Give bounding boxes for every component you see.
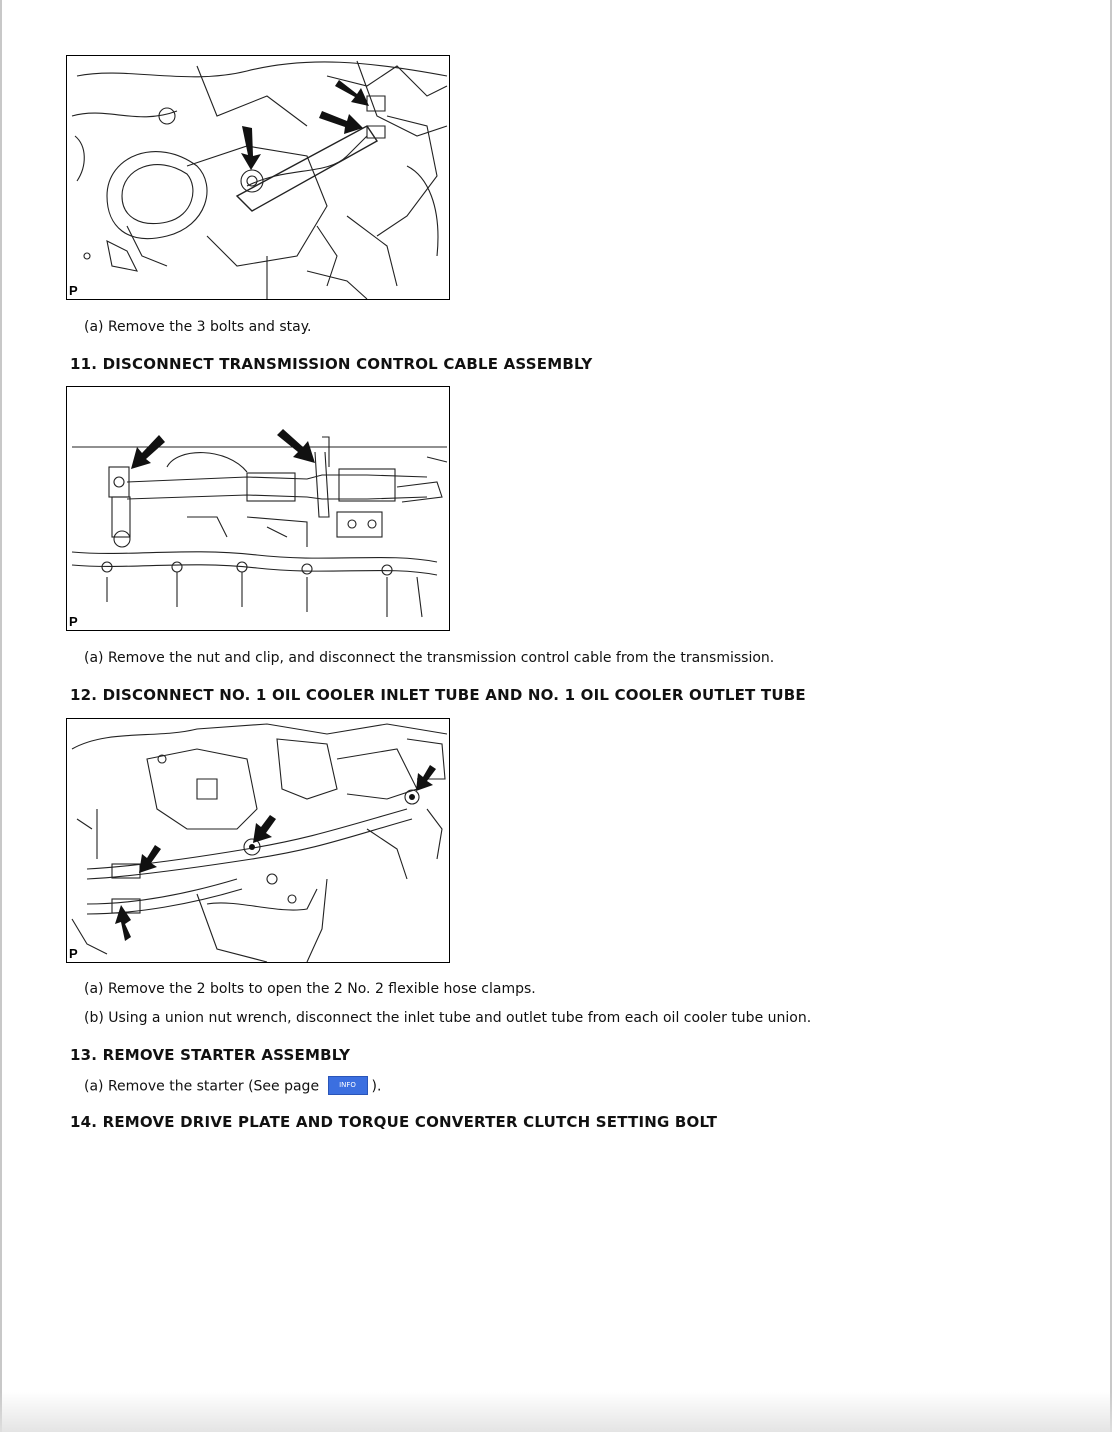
control-cable-illustration	[67, 387, 449, 630]
figure-tag: P	[69, 614, 78, 629]
step-10-instruction-a: (a) Remove the 3 bolts and stay.	[84, 319, 312, 335]
figure-tag: P	[69, 283, 78, 298]
step-13-instruction-text: (a) Remove the starter (See page	[84, 1078, 320, 1095]
section-heading-11: 11. DISCONNECT TRANSMISSION CONTROL CABLE ASSEMBLY	[70, 355, 593, 373]
section-heading-14: 14. REMOVE DRIVE PLATE AND TORQUE CONVERTER CLUTCH SETTING BOLT	[70, 1113, 718, 1131]
step-13-instruction-a	[84, 1076, 381, 1097]
arrow-icon	[335, 80, 369, 106]
section-heading-12: 12. DISCONNECT NO. 1 OIL COOLER INLET TUBE AND NO. 1 OIL COOLER OUTLET TUBE	[70, 686, 806, 704]
arrow-icon	[319, 111, 363, 134]
info-page-link-button[interactable]: INFO	[328, 1076, 368, 1095]
arrow-icon	[131, 435, 165, 469]
arrow-icon	[253, 815, 276, 843]
arrow-icon	[139, 845, 161, 873]
arrow-icon	[115, 905, 131, 941]
oil-cooler-illustration	[67, 719, 449, 962]
section-heading-13: 13. REMOVE STARTER ASSEMBLY	[70, 1046, 351, 1064]
figure-oil-cooler-tubes	[66, 718, 450, 963]
page-edge-left	[0, 0, 2, 1432]
exhaust-stay-illustration	[67, 56, 449, 299]
step-12-instruction-a: (a) Remove the 2 bolts to open the 2 No. 2 flexible hose clamps.	[84, 981, 536, 997]
figure-control-cable	[66, 386, 450, 631]
step-11-instruction-a: (a) Remove the nut and clip, and disconnect the transmission control cable from the transmission.	[84, 650, 775, 666]
arrow-icon	[416, 765, 436, 791]
arrow-icon	[277, 429, 315, 463]
figure-tag: P	[69, 946, 78, 961]
figure-exhaust-stay-bolts	[66, 55, 450, 300]
page-bottom-shadow	[0, 1392, 1112, 1432]
step-12-instruction-b: (b) Using a union nut wrench, disconnect the inlet tube and outlet tube from each oil cooler tube union.	[84, 1010, 812, 1026]
step-13-instruction-suffix: ).	[371, 1078, 382, 1095]
